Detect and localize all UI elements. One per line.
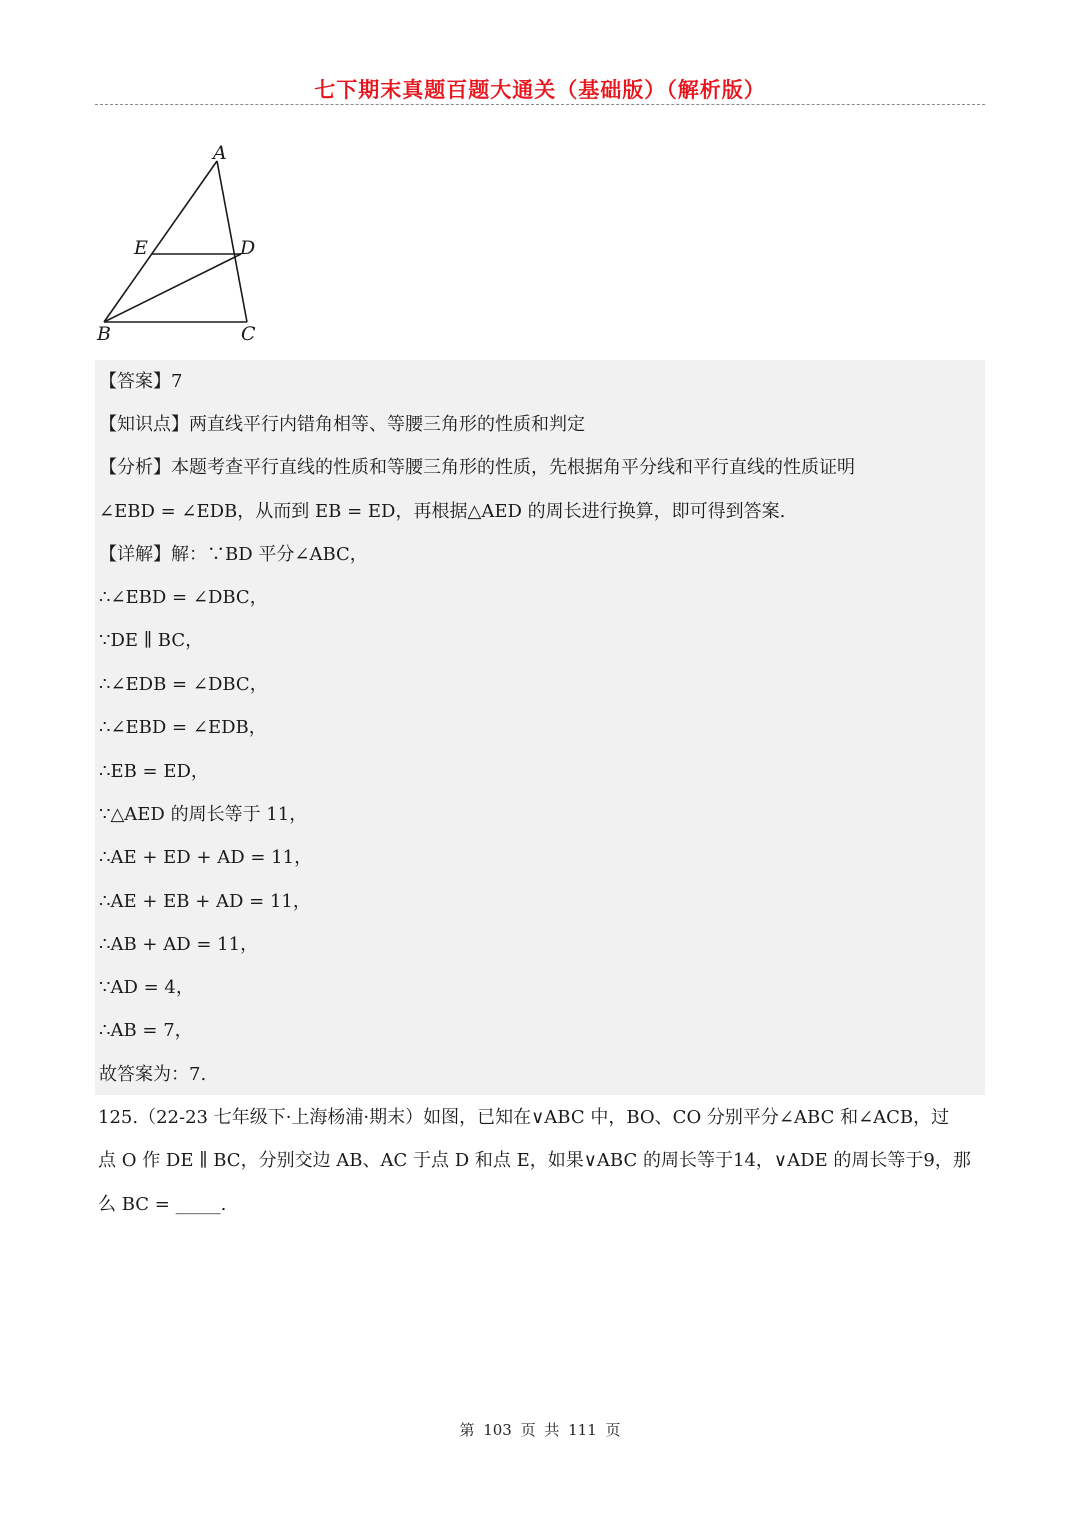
detail-line: ∴EB = ED， [99, 761, 209, 782]
detail-line: ∴∠EBD = ∠EDB， [99, 717, 267, 738]
point-label-c: C [241, 323, 256, 345]
triangle-figure [92, 138, 272, 348]
header-divider [95, 104, 985, 105]
detail-line: ∵DE ∥ BC， [99, 630, 204, 651]
point-label-d: D [240, 237, 256, 259]
detail-line: ∴AE + ED + AD = 11， [99, 847, 313, 868]
segment-ab [104, 161, 217, 322]
detail-line: ∴∠EDB = ∠DBC， [99, 674, 268, 695]
question-line: 么 BC = _____. [98, 1194, 227, 1215]
question-line: 点 O 作 DE ∥ BC，分别交边 AB、AC 于点 D 和点 E，如果∨ABC 的周长等于14，∨ADE 的周长等于9，那 [98, 1150, 971, 1171]
analysis-line: ∠EBD = ∠EDB，从而到 EB = ED，再根据△AED 的周长进行换算，即可得到答案. [99, 501, 786, 522]
detail-line: ∴∠EBD = ∠DBC， [99, 587, 268, 608]
knowledge-point-line: 【知识点】两直线平行内错角相等、等腰三角形的性质和判定 [99, 414, 585, 435]
detail-line: ∵△AED 的周长等于 11， [99, 804, 308, 825]
point-label-e: E [134, 237, 148, 259]
analysis-line: 【分析】本题考查平行直线的性质和等腰三角形的性质，先根据角平分线和平行直线的性质证明 [99, 457, 855, 478]
question-line: 125.（22-23 七年级下·上海杨浦·期末）如图，已知在∨ABC 中，BO、CO 分别平分∠ABC 和∠ACB，过 [98, 1107, 950, 1128]
final-answer-line: 故答案为：7. [99, 1064, 207, 1085]
detail-line: 【详解】解：∵BD 平分∠ABC， [99, 544, 368, 565]
detail-line: ∴AB + AD = 11， [99, 934, 259, 955]
detail-line: ∴AE + EB + AD = 11， [99, 891, 311, 912]
answer-line: 【答案】7 [99, 371, 183, 392]
point-label-b: B [97, 323, 111, 345]
page-header-title: 七下期末真题百题大通关（基础版）（解析版） [314, 77, 766, 102]
detail-line: ∵AD = 4， [99, 977, 194, 998]
point-label-a: A [213, 142, 227, 164]
page-footer: 第 103 页 共 111 页 [459, 1421, 621, 1439]
detail-line: ∴AB = 7， [99, 1020, 193, 1041]
segment-bd [104, 254, 241, 322]
